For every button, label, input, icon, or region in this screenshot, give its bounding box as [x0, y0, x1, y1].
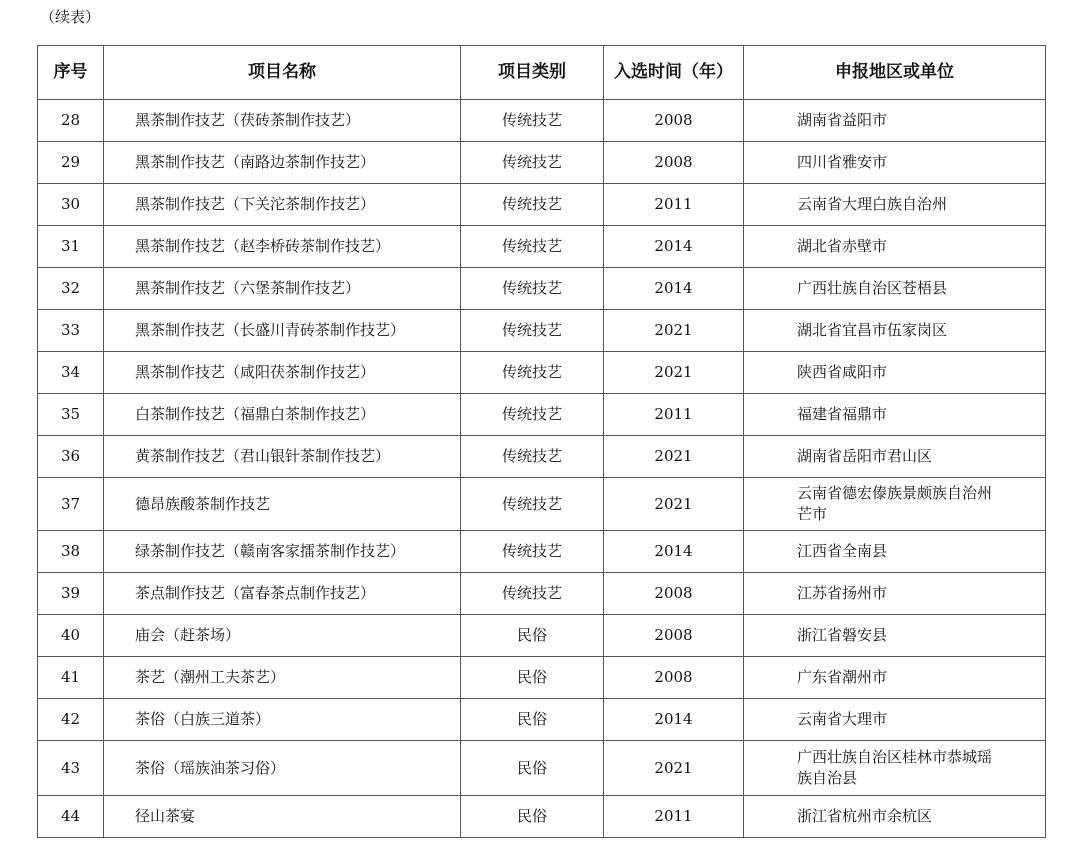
cell-index: 31 [38, 226, 104, 268]
cell-category: 传统技艺 [461, 184, 604, 226]
cell-name: 绿茶制作技艺（赣南客家擂茶制作技艺） [104, 531, 461, 573]
cell-name: 茶俗（白族三道茶） [104, 699, 461, 741]
cell-index: 28 [38, 100, 104, 142]
header-index: 序号 [38, 46, 104, 100]
cell-region: 湖南省岳阳市君山区 [744, 436, 1046, 478]
cell-index: 43 [38, 741, 104, 796]
table-row [38, 352, 1046, 394]
cell-index: 29 [38, 142, 104, 184]
cell-year: 2021 [604, 352, 744, 394]
cell-year: 2014 [604, 226, 744, 268]
cell-index: 35 [38, 394, 104, 436]
table-row [38, 657, 1046, 699]
cell-name: 黑茶制作技艺（下关沱茶制作技艺） [104, 184, 461, 226]
cell-name: 径山茶宴 [104, 796, 461, 838]
cell-region: 浙江省磐安县 [744, 615, 1046, 657]
cell-index: 40 [38, 615, 104, 657]
cell-year: 2008 [604, 100, 744, 142]
cell-region: 浙江省杭州市余杭区 [744, 796, 1046, 838]
cell-region: 云南省德宏傣族景颇族自治州芒市 [744, 478, 1046, 531]
cell-category: 传统技艺 [461, 268, 604, 310]
cell-region: 广东省潮州市 [744, 657, 1046, 699]
cell-year: 2008 [604, 657, 744, 699]
table-row [38, 615, 1046, 657]
header-name: 项目名称 [104, 46, 461, 100]
table-row [38, 478, 1046, 531]
cell-name: 庙会（赶茶场） [104, 615, 461, 657]
cell-category: 传统技艺 [461, 100, 604, 142]
cell-year: 2014 [604, 268, 744, 310]
cell-region: 湖北省赤壁市 [744, 226, 1046, 268]
table-row [38, 268, 1046, 310]
table-row [38, 573, 1046, 615]
cell-year: 2021 [604, 436, 744, 478]
cell-name: 黑茶制作技艺（六堡茶制作技艺） [104, 268, 461, 310]
cell-year: 2008 [604, 573, 744, 615]
cell-category: 传统技艺 [461, 394, 604, 436]
cell-year: 2021 [604, 310, 744, 352]
cell-year: 2021 [604, 741, 744, 796]
table-header-row [38, 46, 1046, 100]
cell-region: 广西壮族自治区苍梧县 [744, 268, 1046, 310]
cell-name: 茶点制作技艺（富春茶点制作技艺） [104, 573, 461, 615]
cell-index: 42 [38, 699, 104, 741]
cell-category: 传统技艺 [461, 142, 604, 184]
cell-category: 传统技艺 [461, 436, 604, 478]
table-row [38, 699, 1046, 741]
cell-category: 传统技艺 [461, 531, 604, 573]
cell-region: 湖北省宜昌市伍家岗区 [744, 310, 1046, 352]
cell-year: 2014 [604, 699, 744, 741]
cell-region: 四川省雅安市 [744, 142, 1046, 184]
cell-region: 广西壮族自治区桂林市恭城瑶族自治县 [744, 741, 1046, 796]
cell-region: 江苏省扬州市 [744, 573, 1046, 615]
header-year: 入选时间（年） [604, 46, 744, 100]
cell-region: 云南省大理市 [744, 699, 1046, 741]
cell-category: 民俗 [461, 657, 604, 699]
cell-year: 2008 [604, 615, 744, 657]
cell-year: 2011 [604, 394, 744, 436]
cell-name: 德昂族酸茶制作技艺 [104, 478, 461, 531]
cell-year: 2021 [604, 478, 744, 531]
cell-index: 36 [38, 436, 104, 478]
table-row [38, 796, 1046, 838]
heritage-table [37, 45, 1046, 838]
cell-name: 黑茶制作技艺（长盛川青砖茶制作技艺） [104, 310, 461, 352]
cell-year: 2011 [604, 184, 744, 226]
cell-region: 湖南省益阳市 [744, 100, 1046, 142]
cell-category: 传统技艺 [461, 478, 604, 531]
cell-index: 41 [38, 657, 104, 699]
cell-name: 白茶制作技艺（福鼎白茶制作技艺） [104, 394, 461, 436]
cell-index: 34 [38, 352, 104, 394]
cell-region: 陕西省咸阳市 [744, 352, 1046, 394]
cell-name: 黄茶制作技艺（君山银针茶制作技艺） [104, 436, 461, 478]
cell-name: 茶艺（潮州工夫茶艺） [104, 657, 461, 699]
table-row [38, 394, 1046, 436]
table-row [38, 741, 1046, 796]
cell-name: 茶俗（瑶族油茶习俗） [104, 741, 461, 796]
cell-region: 福建省福鼎市 [744, 394, 1046, 436]
cell-category: 民俗 [461, 699, 604, 741]
cell-index: 32 [38, 268, 104, 310]
header-region: 申报地区或单位 [744, 46, 1046, 100]
table-row [38, 100, 1046, 142]
cell-region: 云南省大理白族自治州 [744, 184, 1046, 226]
cell-index: 39 [38, 573, 104, 615]
cell-index: 37 [38, 478, 104, 531]
header-category: 项目类别 [461, 46, 604, 100]
table-row [38, 226, 1046, 268]
cell-category: 传统技艺 [461, 352, 604, 394]
cell-name: 黑茶制作技艺（茯砖茶制作技艺） [104, 100, 461, 142]
cell-year: 2011 [604, 796, 744, 838]
table-row [38, 531, 1046, 573]
cell-name: 黑茶制作技艺（赵李桥砖茶制作技艺） [104, 226, 461, 268]
cell-index: 33 [38, 310, 104, 352]
cell-category: 传统技艺 [461, 573, 604, 615]
cell-year: 2008 [604, 142, 744, 184]
table-continued-caption: （续表） [40, 8, 101, 26]
cell-category: 传统技艺 [461, 310, 604, 352]
table-row [38, 184, 1046, 226]
cell-index: 38 [38, 531, 104, 573]
table-row [38, 310, 1046, 352]
cell-category: 民俗 [461, 796, 604, 838]
cell-index: 44 [38, 796, 104, 838]
cell-index: 30 [38, 184, 104, 226]
cell-category: 传统技艺 [461, 226, 604, 268]
cell-name: 黑茶制作技艺（咸阳茯茶制作技艺） [104, 352, 461, 394]
cell-year: 2014 [604, 531, 744, 573]
cell-category: 民俗 [461, 615, 604, 657]
cell-name: 黑茶制作技艺（南路边茶制作技艺） [104, 142, 461, 184]
table-row [38, 436, 1046, 478]
cell-category: 民俗 [461, 741, 604, 796]
cell-region: 江西省全南县 [744, 531, 1046, 573]
table-row [38, 142, 1046, 184]
